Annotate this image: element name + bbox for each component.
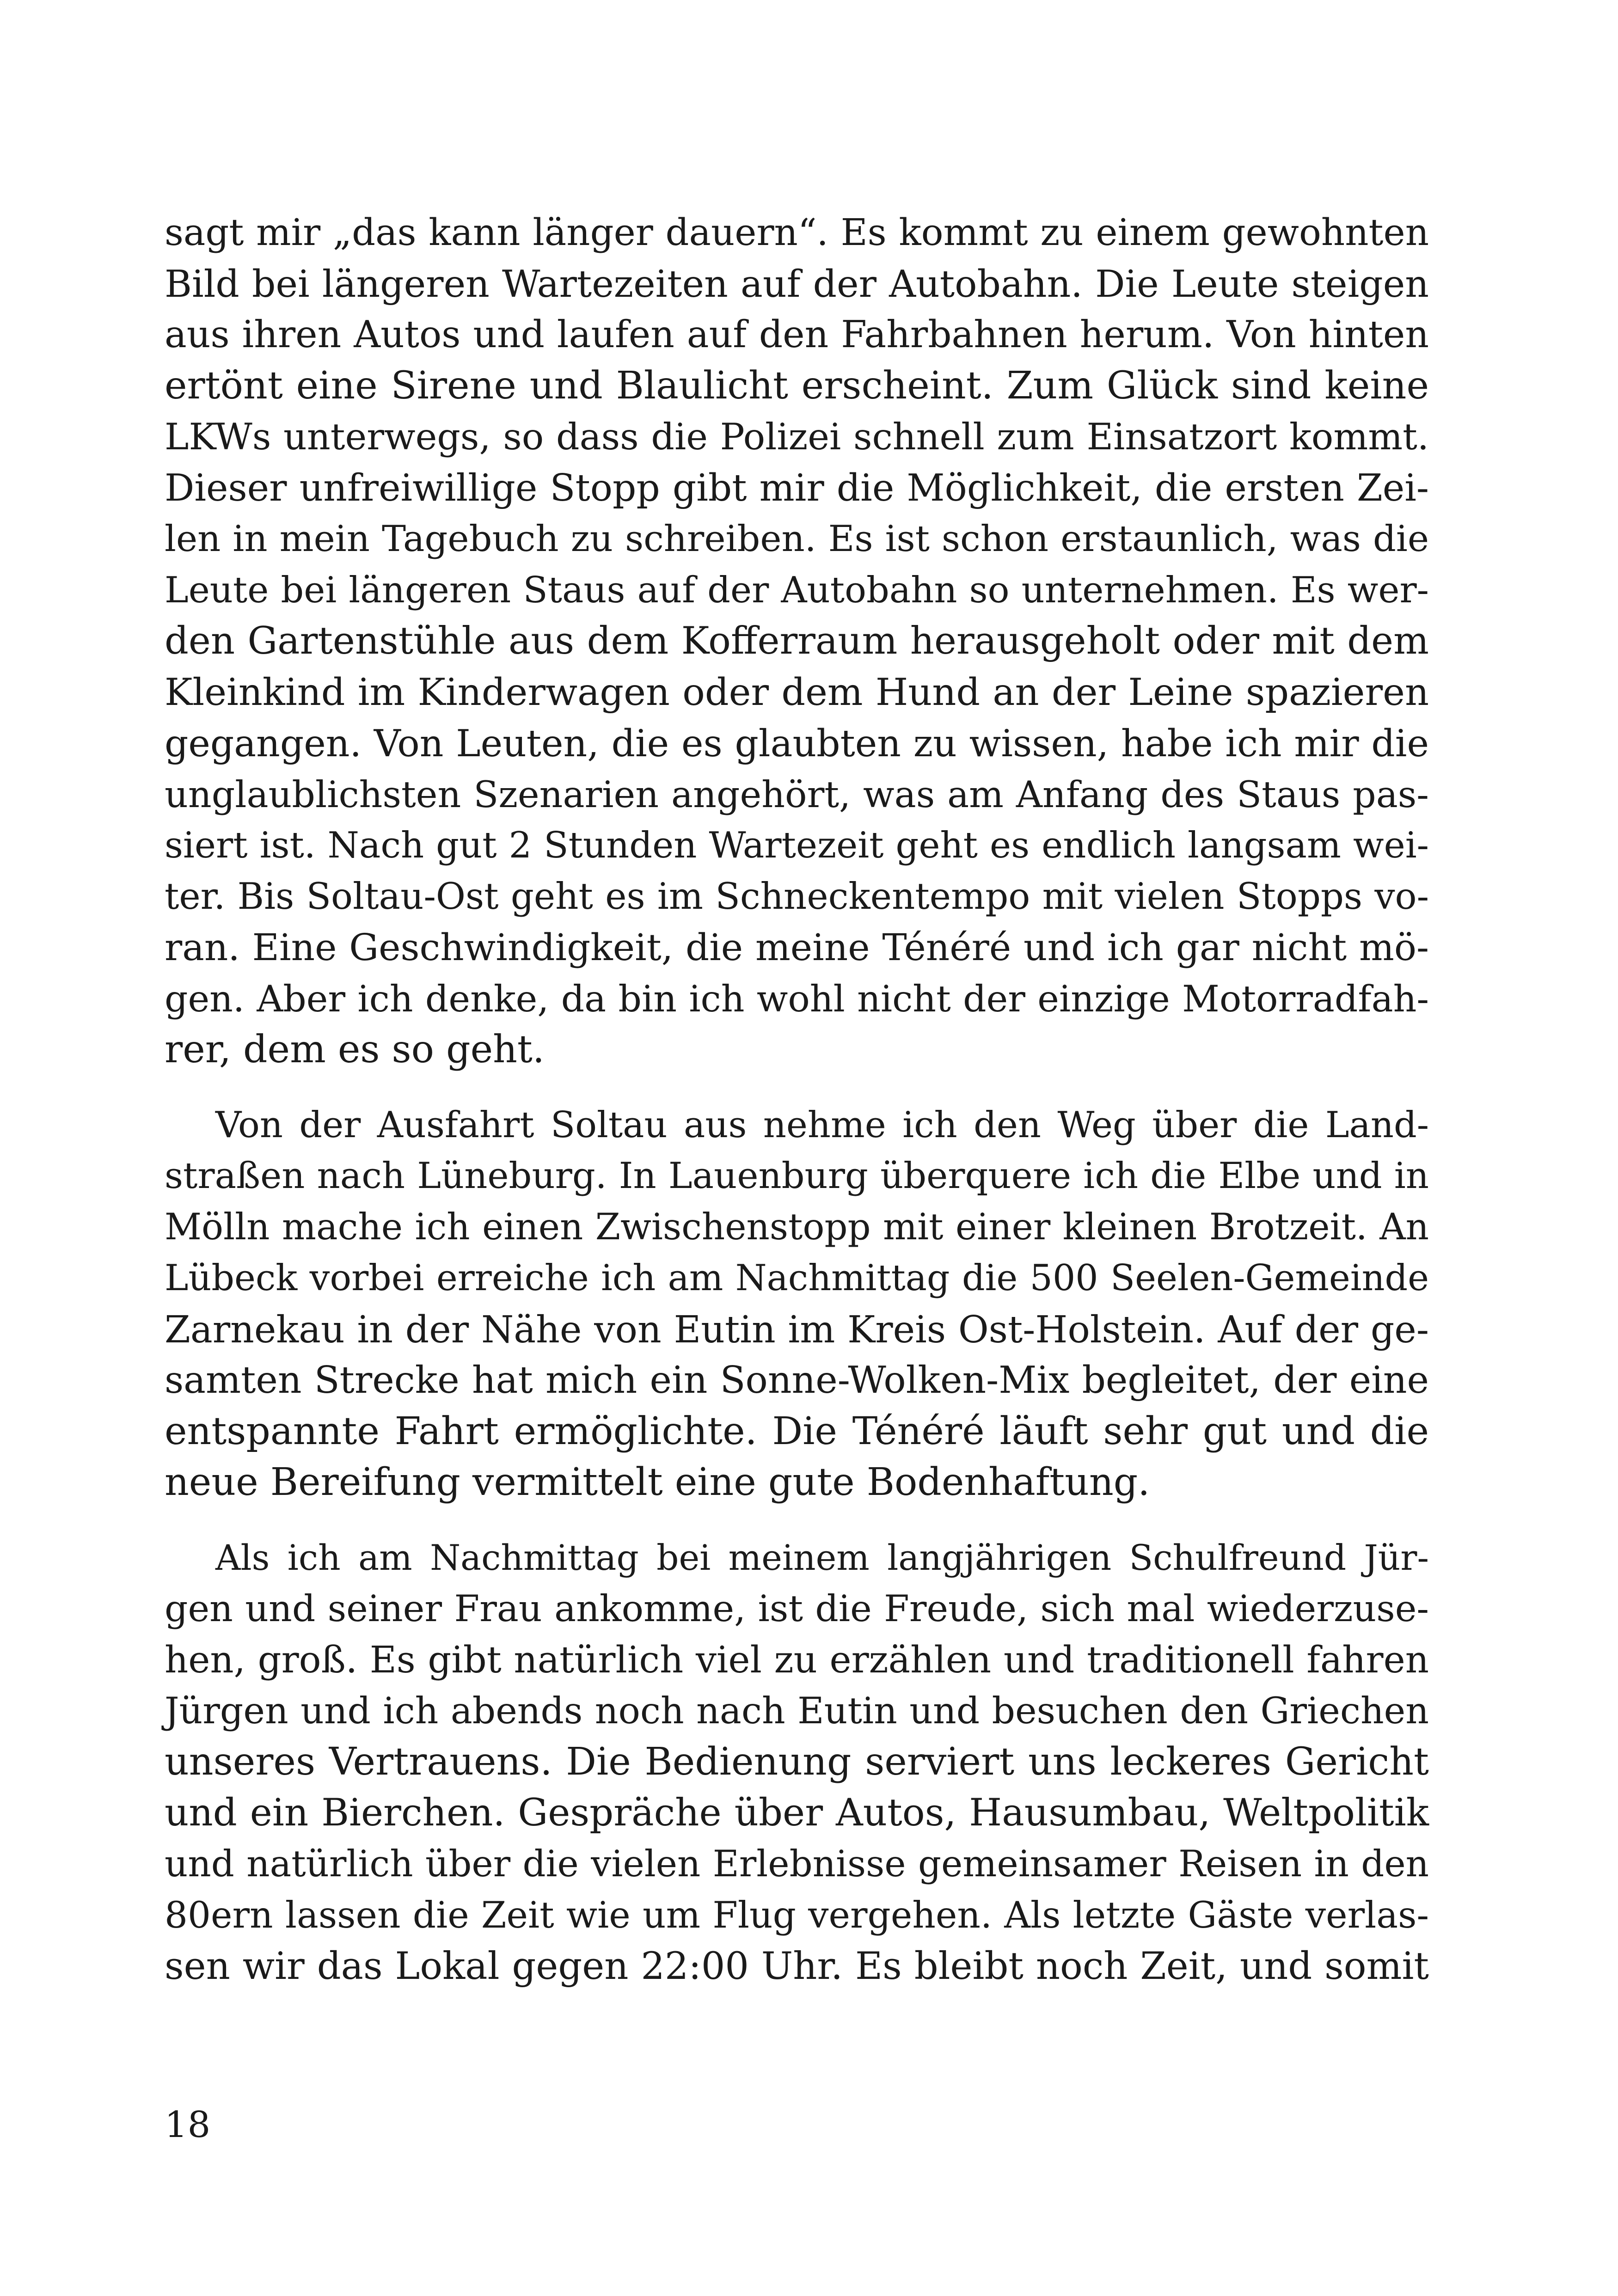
text-line: und natürlich über die vielen Erlebnisse gemeinsamer Reisen in den xyxy=(165,1843,1429,1885)
text-line: LKWs unterwegs, so dass die Polizei schnell zum Einsatzort kommt. xyxy=(165,416,1429,458)
text-line: den Gartenstühle aus dem Kofferraum herausgeholt oder mit dem xyxy=(165,619,1429,663)
text-line: gen und seiner Frau ankomme, ist die Freude, sich mal wiederzuse- xyxy=(165,1587,1429,1630)
text-line: Bild bei längeren Wartezeiten auf der Autobahn. Die Leute steigen xyxy=(165,262,1429,306)
text-line: Als ich am Nachmittag bei meinem langjährigen Schulfreund Jür- xyxy=(215,1537,1429,1578)
page-number: 18 xyxy=(165,2104,211,2146)
text-line: Kleinkind im Kinderwagen oder dem Hund an der Leine spazieren xyxy=(165,670,1429,714)
text-line: rer, dem es so geht. xyxy=(165,1028,545,1071)
text-line: hen, groß. Es gibt natürlich viel zu erzählen und traditionell fahren xyxy=(165,1638,1429,1681)
text-line: unseres Vertrauens. Die Bedienung serviert uns leckeres Gericht xyxy=(165,1739,1429,1784)
text-line: siert ist. Nach gut 2 Stunden Wartezeit geht es endlich langsam wei- xyxy=(165,825,1429,866)
text-line: sagt mir „das kann länger dauern“. Es kommt zu einem gewohnten xyxy=(165,211,1429,254)
paragraph xyxy=(165,207,1429,1076)
text-line: gen. Aber ich denke, da bin ich wohl nicht der einzige Motorradfah- xyxy=(165,977,1429,1020)
text-line: Dieser unfreiwillige Stopp gibt mir die Möglichkeit, die ersten Zei- xyxy=(165,466,1429,509)
text-line: entspannte Fahrt ermöglichte. Die Ténéré läuft sehr gut und die xyxy=(165,1409,1429,1453)
text-line: ran. Eine Geschwindigkeit, die meine Ténéré und ich gar nicht mö- xyxy=(165,926,1429,969)
paragraph xyxy=(165,1100,1429,1508)
text-line: ter. Bis Soltau-Ost geht es im Schneckentempo mit vielen Stopps vo- xyxy=(165,875,1429,918)
paragraph xyxy=(165,1532,1429,1992)
text-line: gegangen. Von Leuten, die es glaubten zu wissen, habe ich mir die xyxy=(165,722,1429,765)
text-line: 80ern lassen die Zeit wie um Flug vergehen. Als letzte Gäste verlas- xyxy=(165,1894,1429,1936)
text-line: Lübeck vorbei erreiche ich am Nachmittag die 500 Seelen-Gemeinde xyxy=(165,1257,1429,1299)
text-line: unglaublichsten Szenarien angehört, was am Anfang des Staus pas- xyxy=(165,773,1429,816)
text-line: Zarnekau in der Nähe von Eutin im Kreis Ost-Holstein. Auf der ge- xyxy=(165,1307,1429,1351)
text-line: sen wir das Lokal gegen 22:00 Uhr. Es bleibt noch Zeit, und somit xyxy=(165,1944,1429,1988)
text-line: Von der Ausfahrt Soltau aus nehme ich den Weg über die Land- xyxy=(215,1104,1429,1146)
text-line: ertönt eine Sirene und Blaulicht erscheint. Zum Glück sind keine xyxy=(165,363,1429,408)
text-line: und ein Bierchen. Gespräche über Autos, Hausumbau, Weltpolitik xyxy=(165,1791,1429,1835)
body-text xyxy=(165,207,1429,1992)
text-line: Leute bei längeren Staus auf der Autobahn so unternehmen. Es wer- xyxy=(165,569,1429,611)
text-line: aus ihren Autos und laufen auf den Fahrbahnen herum. Von hinten xyxy=(165,313,1429,356)
text-line: Mölln mache ich einen Zwischenstopp mit einer kleinen Brotzeit. An xyxy=(165,1206,1429,1248)
text-line: len in mein Tagebuch zu schreiben. Es ist schon erstaunlich, was die xyxy=(165,518,1429,560)
text-line: samten Strecke hat mich ein Sonne-Wolken-Mix begleitet, der eine xyxy=(165,1359,1429,1402)
text-line: Jürgen und ich abends noch nach Eutin und besuchen den Griechen xyxy=(165,1690,1429,1732)
text-line: straßen nach Lüneburg. In Lauenburg überquere ich die Elbe und in xyxy=(165,1155,1429,1197)
text-line: neue Bereifung vermittelt eine gute Bodenhaftung. xyxy=(165,1460,1150,1504)
